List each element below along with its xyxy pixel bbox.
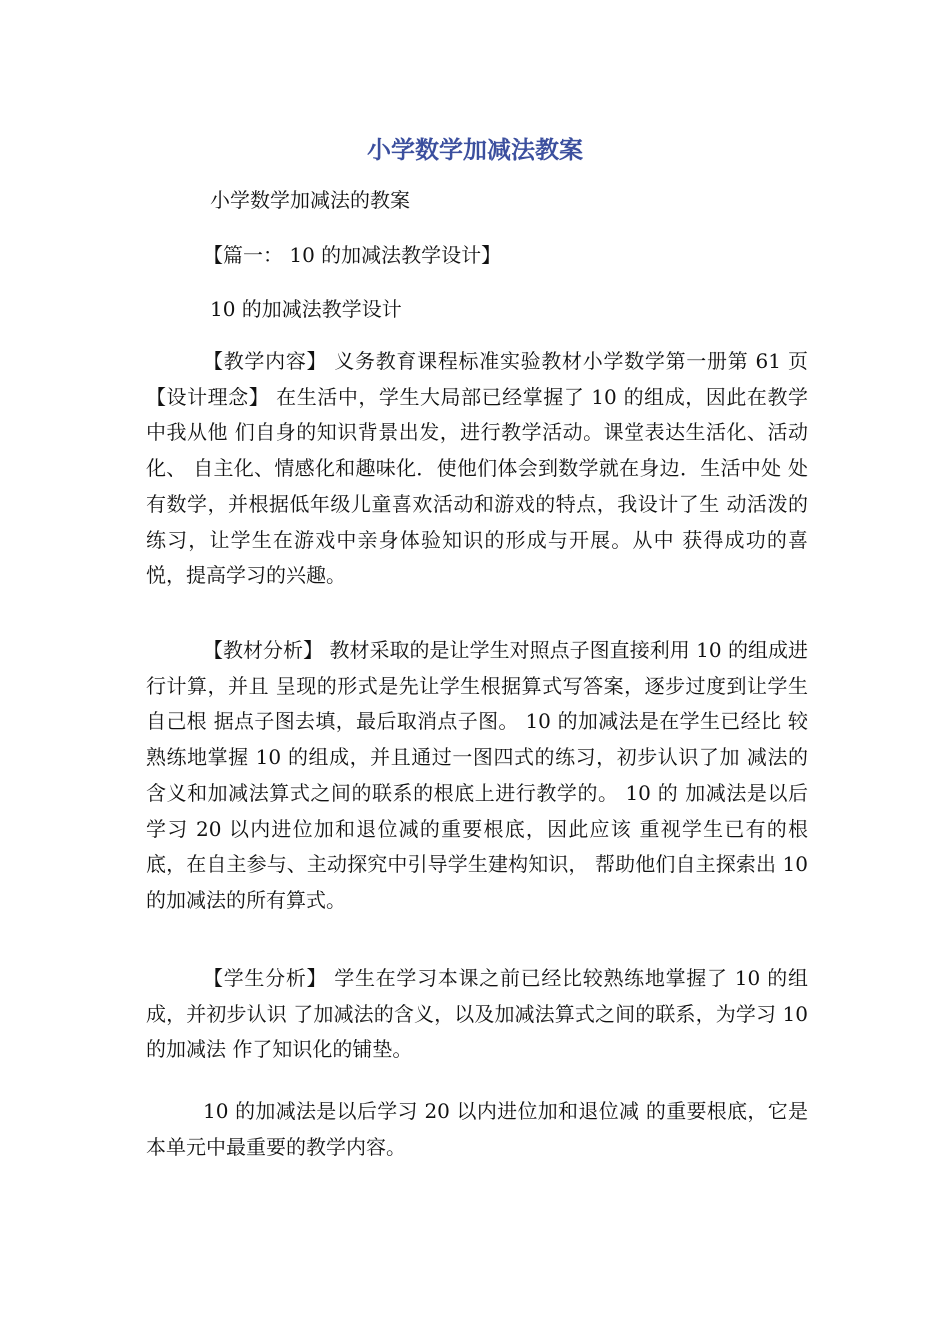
paragraph-student-analysis: 【学生分析】 学生在学习本课之前已经比较熟练地掌握了 10 的组成，并初步认识 了加减法的含义，以及加减法算式之间的联系，为学习 10 的加减法 作了知识化的铺垫。 (146, 966, 808, 1062)
section-title: 10 的加减法教学设计 (210, 297, 402, 321)
document-title: 小学数学加减法教案 (367, 136, 583, 164)
paragraph-teaching-content: 【教学内容】 义务教育课程标准实验教材小学数学第一册第 61 页 【设计理念】 在生活中，学生大局部已经掌握了 10 的组成，因此在教学中我从他 们自身的知识背景出发，进行教学活动。课堂表达生活化、活动化、 自主化、情感化和趣味化．使他们体会到数学就在身边．生活中处 处有数学，并根据低年级儿童喜欢活动和游戏的特点，我设计了生 动活泼的练习，让学生在游戏中亲身体验知识的形成与开展。从中 获得成功的喜悦，提高学习的兴趣。 (146, 349, 808, 588)
paragraph-key-content: 10 的加减法是以后学习 20 以内进位加和退位减 的重要根底，它是本单元中最重要的教学内容。 (146, 1099, 808, 1159)
document-subtitle: 小学数学加减法的教案 (210, 188, 410, 212)
section-heading: 【篇一： 10 的加减法教学设计】 (203, 243, 502, 267)
paragraph-material-analysis: 【教材分析】 教材采取的是让学生对照点子图直接利用 10 的组成进行计算，并且 呈现的形式是先让学生根据算式写答案，逐步过度到让学生自己根 据点子图去填，最后取消点子图。 10 的加减法是在学生已经比 较熟练地掌握 10 的组成，并且通过一图四式的练习，初步认识了加 减法的含义和加减法算式之间的联系的根底上进行教学的。 10 的 加减法是以后学习 20 以内进位加和退位减的重要根底，因此应该 重视学生已有的根底，在自主参与、主动探究中引导学生建构知识， 帮助他们自主探索出 10 的加减法的所有算式。 (146, 638, 808, 912)
